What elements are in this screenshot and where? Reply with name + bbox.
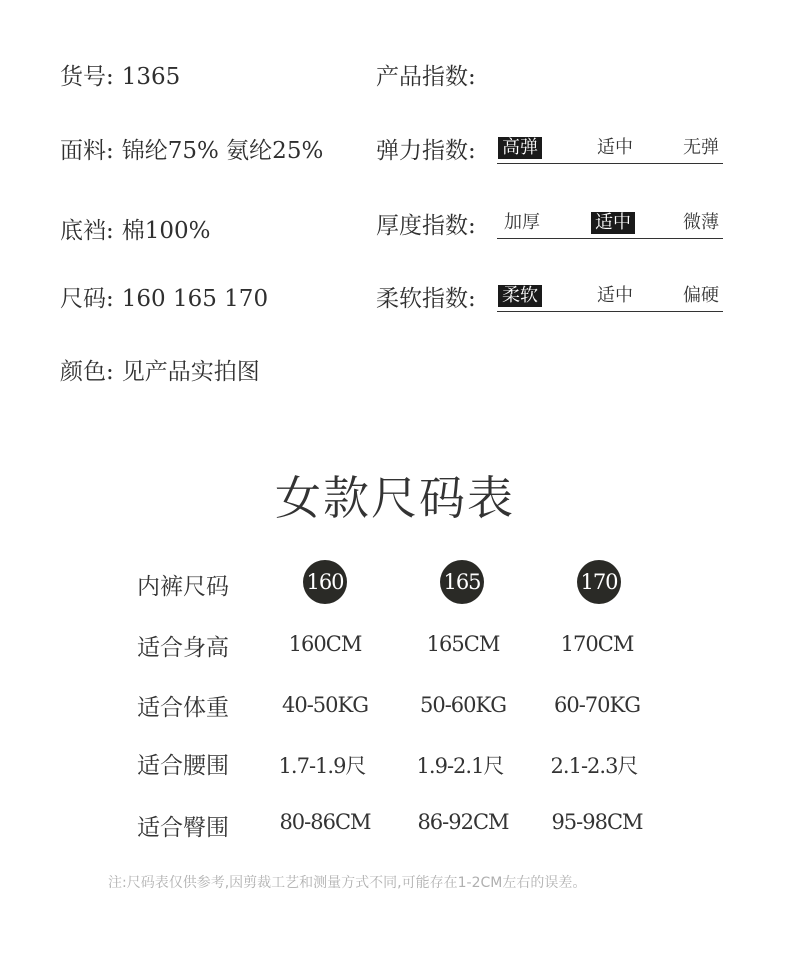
- size-table-title: 女款尺码表: [275, 471, 515, 525]
- index-header: 产品指数:: [376, 64, 476, 90]
- thickness-option-thick: 加厚: [504, 212, 540, 233]
- attr-fabric: [60, 132, 323, 165]
- attr-value: 160 165 170: [121, 286, 269, 312]
- attr-label: 底裆:: [60, 218, 114, 244]
- row-label-hip: 适合臀围: [137, 815, 229, 841]
- attr-size: [60, 280, 268, 313]
- elasticity-option-medium: 适中: [597, 137, 633, 158]
- elasticity-option-high: 高弹: [498, 137, 542, 159]
- attr-label: 面料:: [60, 138, 114, 164]
- attr-value: 见产品实拍图: [121, 359, 260, 385]
- thickness-option-thin: 微薄: [683, 212, 719, 233]
- attr-label: 颜色:: [60, 359, 114, 385]
- table-cell: 80-86CM: [279, 810, 371, 834]
- thickness-scale: [497, 210, 723, 239]
- elasticity-scale: [497, 135, 723, 164]
- attr-label: 尺码:: [60, 286, 114, 312]
- table-cell: 60-70KG: [553, 693, 640, 717]
- size-badge-160: 160: [303, 560, 347, 604]
- attr-value: 棉100%: [121, 218, 211, 244]
- attr-label: 货号:: [60, 64, 114, 90]
- size-header-label: 内裤尺码: [137, 574, 229, 600]
- softness-option-stiff: 偏硬: [683, 285, 719, 306]
- row-label-waist: 适合腰围: [137, 753, 229, 779]
- table-cell: 95-98CM: [551, 810, 643, 834]
- size-badge-165: 165: [440, 560, 484, 604]
- elasticity-label: 弹力指数:: [376, 138, 476, 164]
- table-cell: 50-60KG: [419, 693, 506, 717]
- table-cell: 165CM: [426, 632, 500, 656]
- table-cell: 1.9-2.1尺: [416, 754, 504, 778]
- attr-crotch: [60, 212, 211, 245]
- softness-scale: [497, 283, 723, 312]
- softness-label: 柔软指数:: [376, 286, 476, 312]
- size-badge-170: 170: [577, 560, 621, 604]
- row-label-height: 适合身高: [137, 635, 229, 661]
- attr-color: [60, 353, 260, 386]
- table-cell: 86-92CM: [417, 810, 509, 834]
- thickness-option-medium: 适中: [591, 212, 635, 234]
- softness-option-medium: 适中: [597, 285, 633, 306]
- attr-item-no: [60, 58, 180, 91]
- thickness-label: 厚度指数:: [376, 213, 476, 239]
- table-cell: 170CM: [560, 632, 634, 656]
- attr-value: 锦纶75% 氨纶25%: [121, 138, 324, 164]
- row-label-weight: 适合体重: [137, 695, 229, 721]
- table-cell: 160CM: [288, 632, 362, 656]
- attr-value: 1365: [121, 64, 181, 90]
- softness-option-soft: 柔软: [498, 285, 542, 307]
- elasticity-option-none: 无弹: [683, 137, 719, 158]
- table-cell: 2.1-2.3尺: [550, 754, 638, 778]
- table-cell: 1.7-1.9尺: [278, 754, 366, 778]
- size-disclaimer-note: 注:尺码表仅供参考,因剪裁工艺和测量方式不同,可能存在1-2CM左右的误差。: [108, 875, 587, 891]
- table-cell: 40-50KG: [281, 693, 368, 717]
